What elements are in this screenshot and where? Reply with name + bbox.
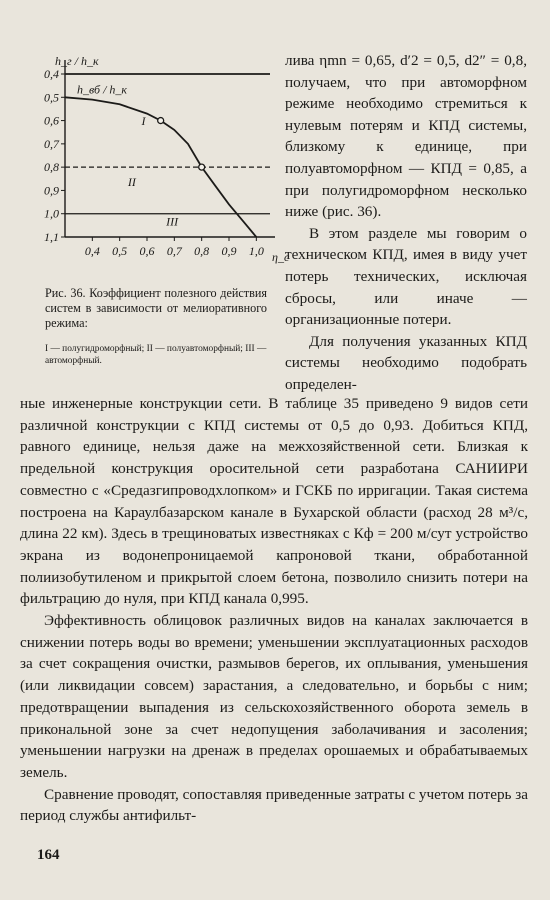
figure-caption: Рис. 36. Коэффициент полезного действия систем в зависимости от мелиоративного режима: [45, 286, 267, 330]
paragraph: В этом разделе мы говорим о техническом КПД, имея в виду учет потерь технических, исключая сбросы, или иначе — организационные потери. [285, 224, 527, 329]
figure-36 [30, 52, 290, 292]
x-tick-label: 0,9 [221, 244, 237, 258]
zone-label: III [166, 214, 179, 229]
curve-point [199, 164, 205, 170]
x-tick-label: 1,0 [248, 244, 264, 258]
paragraph: ные инженерные конструкции сети. В таблице 35 приведено 9 видов сети различной конструкции с КПД системы от 0,5 до 0,93. Добиться КПД, равного единице, нельзя даже на межхозяйственной сети. Близкая к предельной конструкция оросительной сети разработана САНИИРИ совместно с «Средазгипроводхлопком» и ГСКБ по ирригации. Такая система построена на Караулбазарском канале в Бухарской области (расход 28 м³/с, длина 22 км). Здесь в трещиноватых известняках с Кф = 200 м/сут устройство экрана из водонепроницаемой капроновой ткани, обработанной полиизобутиленом и прикрытой слоем бетона, позволило снизить потери на фильтрацию до нуля, при КПД канала 0,995. [20, 395, 528, 608]
curve-point [158, 118, 164, 124]
y-tick-label: 0,6 [44, 113, 59, 128]
paragraph: Сравнение проводят, сопоставляя приведенные затраты с учетом потерь за период службы антифильт- [20, 785, 528, 825]
x-tick-label: 0,5 [112, 244, 128, 258]
y-tick-label: 0,8 [44, 160, 59, 175]
kpd-chart [30, 52, 290, 292]
paragraph: лива ηmn = 0,65, d′2 = 0,5, d2″ = 0,8, получаем, что при автоморфном режиме необходимо стремиться к нулевым потерям и КПД системы, близкому к единице, при полуавтоморфном — КПД = 0,85, а при полугидроморфном несколько ниже (рис. 36). [285, 52, 527, 221]
x-tick-label: 0,7 [166, 244, 182, 258]
x-tick-label: 0,6 [139, 244, 155, 258]
zone-label: I [141, 114, 146, 129]
right-column-text [285, 50, 527, 396]
x-tick-label: 0,8 [194, 244, 210, 258]
y-tick-label: 0,7 [44, 136, 59, 151]
zone-label: II [127, 174, 136, 189]
y-axis-label: h_г / h_к [55, 54, 99, 68]
page-number: 164 [37, 847, 60, 863]
y-tick-label: 1,0 [44, 206, 59, 221]
y-tick-label: 1,1 [44, 230, 59, 244]
paragraph: Для получения указанных КПД системы необходимо подобрать определен- [285, 332, 527, 393]
x-tick-label: 0,4 [84, 244, 100, 258]
y-tick-label: 0,5 [44, 90, 59, 105]
y-tick-label: 0,9 [44, 183, 59, 198]
curve-label: h_вб / h_к [77, 82, 128, 97]
paragraph: Эффективность облицовок различных видов на каналах заключается в снижении потерь воды во времени; уменьшении эксплуатационных расходов за счет сокращения очистки, размывов берегов, их оплывания, уменьшения (или ликвидации совсем) зарастания, а следовательно, и борьбы с ним; предотвращении выпадения из сельскохозяйственного оборота земель в прикональной зоне за счет недопущения заболачивания и засоления; уменьшении нагрузки на дренаж в пределах орошаемых и обрабатываемых земель. [20, 612, 528, 781]
x-axis-label: η_c [272, 250, 290, 264]
y-tick-label: 0,4 [44, 67, 59, 81]
figure-legend: I — полугидроморфный; II — полуавтоморфный; III — автоморфный. [45, 344, 267, 366]
full-width-text [20, 393, 528, 827]
